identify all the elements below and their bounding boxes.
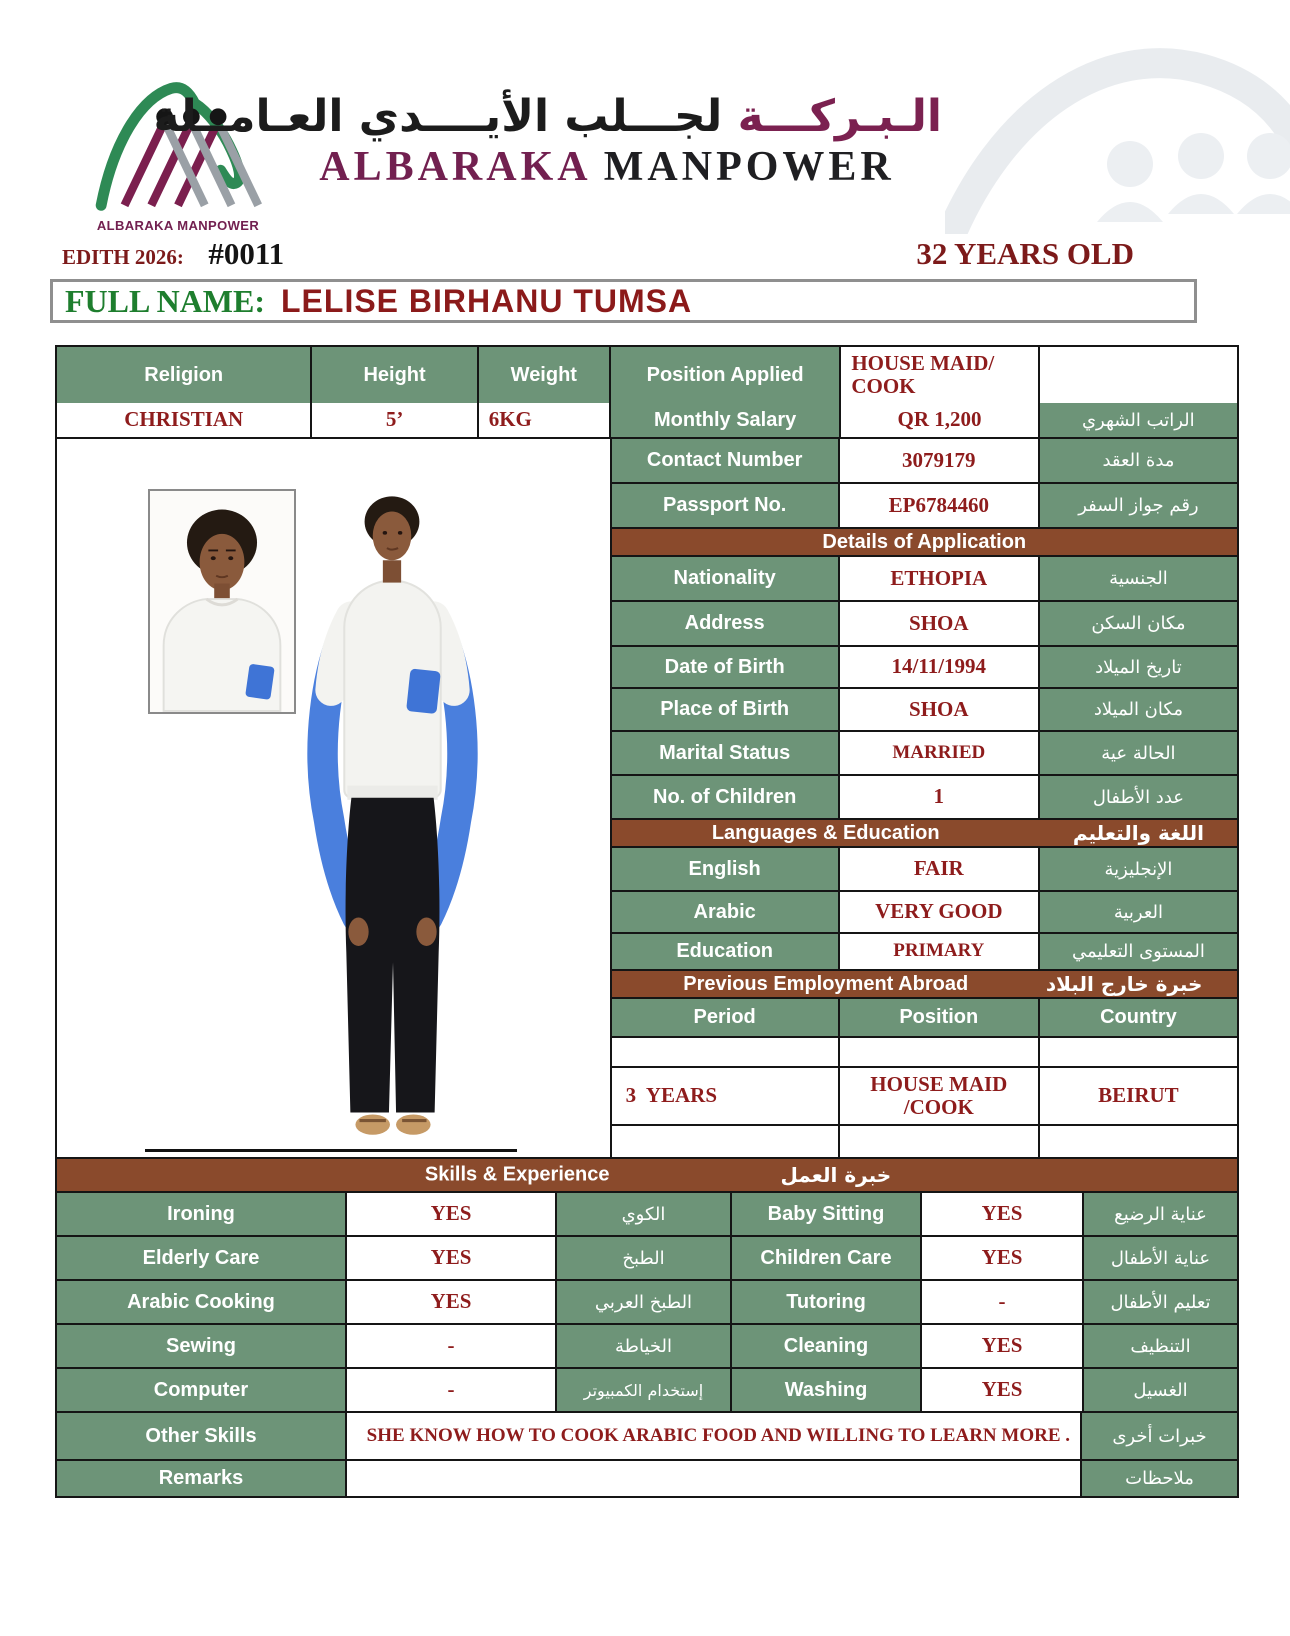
edition-group (62, 236, 284, 272)
period-empty (612, 1126, 840, 1157)
baby-sitting-value: YES (922, 1193, 1084, 1235)
portrait-photo (148, 489, 296, 714)
table-row (612, 602, 1237, 647)
table-top-rows (57, 347, 1237, 439)
company-name-arabic-rest: لجـــلب الأيــــدي العـامــلة (153, 91, 723, 142)
height-value: 5’ (312, 403, 478, 437)
computer-arabic: إستخدام الكمبيوتر (557, 1369, 732, 1411)
languages-band-title: Languages & Education (711, 821, 940, 844)
brand-block (153, 91, 942, 191)
other-skills-label: Other Skills (57, 1413, 347, 1459)
monthly-salary-label: Monthly Salary (611, 403, 841, 437)
reference-number: #0011 (208, 236, 285, 271)
english-value: FAIR (840, 848, 1040, 890)
company-name-accent: ALBARAKA (319, 143, 590, 190)
english-arabic: الإنجليزية (1040, 848, 1237, 890)
employment-empty-row (612, 1038, 1237, 1068)
computer-label: Computer (57, 1369, 347, 1411)
languages-education-band (612, 820, 1237, 848)
religion-value: CHRISTIAN (57, 403, 312, 437)
tutoring-arabic: تعليم الأطفال (1084, 1281, 1237, 1323)
position-empty (840, 1126, 1040, 1157)
marital-status-value: MARRIED (840, 732, 1040, 774)
company-name-english (272, 143, 942, 191)
contact-number-label: Contact Number (612, 439, 840, 482)
full-body-photo (285, 475, 500, 1150)
position-empty (840, 1038, 1040, 1066)
skills-row (57, 1193, 1237, 1237)
other-skills-value: SHE KNOW HOW TO COOK ARABIC FOOD AND WILLING TO LEARN MORE . (347, 1413, 1082, 1459)
sewing-value: - (347, 1325, 557, 1367)
skills-row (57, 1237, 1237, 1281)
position-value: HOUSE MAID /COOK (840, 1068, 1040, 1124)
passport-arabic: رقم جواز السفر (1040, 484, 1237, 527)
nationality-label: Nationality (612, 557, 840, 600)
remarks-row (57, 1461, 1237, 1496)
country-empty (1040, 1126, 1237, 1157)
table-row (612, 848, 1237, 892)
period-value: 3 YEARS (612, 1068, 840, 1124)
employment-data-row (612, 1068, 1237, 1126)
table-row (612, 689, 1237, 732)
monthly-salary-value: QR 1,200 (841, 403, 1039, 437)
arabic-cooking-value: YES (347, 1281, 557, 1323)
date-of-birth-label: Date of Birth (612, 647, 840, 687)
nationality-arabic: الجنسية (1040, 557, 1237, 600)
address-arabic: مكان السكن (1040, 602, 1237, 645)
passport-label: Passport No. (612, 484, 840, 527)
children-value: 1 (840, 776, 1040, 818)
ironing-arabic: الكوي (557, 1193, 732, 1235)
remarks-value (347, 1461, 1082, 1496)
empty-header-cell (1040, 347, 1237, 403)
washing-label: Washing (732, 1369, 922, 1411)
details-band-title: Details of Application (822, 530, 1027, 553)
tutoring-value: - (922, 1281, 1084, 1323)
watermark-logo (945, 14, 1290, 234)
remarks-label: Remarks (57, 1461, 347, 1496)
skills-row (57, 1281, 1237, 1325)
ironing-value: YES (347, 1193, 557, 1235)
meta-row (62, 236, 1134, 272)
table-middle-section (57, 439, 1237, 1159)
children-care-arabic: عناية الأطفال (1084, 1237, 1237, 1279)
period-empty (612, 1038, 840, 1066)
country-header: Country (1040, 999, 1237, 1036)
country-empty (1040, 1038, 1237, 1066)
cleaning-label: Cleaning (732, 1325, 922, 1367)
employment-empty-row (612, 1126, 1237, 1157)
address-value: SHOA (840, 602, 1040, 645)
skills-row (57, 1325, 1237, 1369)
arabic-cooking-label: Arabic Cooking (57, 1281, 347, 1323)
place-of-birth-value: SHOA (840, 689, 1040, 730)
position-applied-value: HOUSE MAID/ COOK (841, 347, 1039, 403)
monthly-salary-arabic: الراتب الشهري (1040, 403, 1237, 437)
skills-experience-band (57, 1159, 1237, 1193)
languages-band-arabic: اللغة والتعليم (1072, 821, 1204, 845)
elderly-care-label: Elderly Care (57, 1237, 347, 1279)
religion-header: Religion (57, 347, 312, 403)
weight-header: Weight (479, 347, 611, 403)
other-skills-arabic: خبرات أخرى (1082, 1413, 1237, 1459)
bio-data-table (55, 345, 1239, 1498)
place-of-birth-arabic: مكان الميلاد (1040, 689, 1237, 730)
ironing-label: Ironing (57, 1193, 347, 1235)
period-header: Period (612, 999, 840, 1036)
photo-underline (145, 1149, 517, 1152)
sewing-arabic: الخياطة (557, 1325, 732, 1367)
skills-band-title: Skills & Experience (424, 1163, 610, 1186)
table-row (612, 934, 1237, 971)
computer-value: - (347, 1369, 557, 1411)
full-name-label: FULL NAME: (65, 282, 265, 319)
details-of-application-band (612, 529, 1237, 557)
sewing-label: Sewing (57, 1325, 347, 1367)
position-applied-header: Position Applied (611, 347, 841, 403)
country-value: BEIRUT (1098, 1083, 1179, 1108)
address-label: Address (612, 602, 840, 645)
employment-header-row (612, 999, 1237, 1038)
cleaning-arabic: التنظيف (1084, 1325, 1237, 1367)
remarks-arabic: ملاحظات (1082, 1461, 1237, 1496)
previous-employment-band (612, 971, 1237, 999)
skills-band-arabic: خبرة العمل (780, 1163, 892, 1187)
table-row (612, 484, 1237, 529)
arabic-value: VERY GOOD (840, 892, 1040, 932)
education-label: Education (612, 934, 840, 969)
table-row (612, 732, 1237, 776)
company-name-rest: MANPOWER (603, 143, 895, 190)
table-row (612, 776, 1237, 820)
skills-row (57, 1369, 1237, 1413)
table-row (612, 557, 1237, 602)
passport-value: EP6784460 (840, 484, 1040, 527)
height-header: Height (312, 347, 478, 403)
nationality-value: ETHOPIA (840, 557, 1040, 600)
children-care-label: Children Care (732, 1237, 922, 1279)
table-row (612, 439, 1237, 484)
children-arabic: عدد الأطفال (1040, 776, 1237, 818)
other-skills-row (57, 1413, 1237, 1461)
children-label: No. of Children (612, 776, 840, 818)
place-of-birth-label: Place of Birth (612, 689, 840, 730)
contact-number-arabic: مدة العقد (1040, 439, 1237, 482)
photo-cell (57, 439, 612, 1157)
age-text: 32 YEARS OLD (916, 236, 1134, 271)
table-row (612, 892, 1237, 934)
position-header: Position (840, 999, 1040, 1036)
date-of-birth-value: 14/11/1994 (840, 647, 1040, 687)
marital-status-label: Marital Status (612, 732, 840, 774)
elderly-care-value: YES (347, 1237, 557, 1279)
children-care-value: YES (922, 1237, 1084, 1279)
table-row (612, 647, 1237, 689)
arabic-arabic: العربية (1040, 892, 1237, 932)
elderly-care-arabic: الطبخ (557, 1237, 732, 1279)
logo-caption: ALBARAKA MANPOWER (96, 218, 260, 233)
employment-band-arabic: خبرة خارج البلاد (1045, 972, 1203, 996)
arabic-cooking-arabic: الطبخ العربي (557, 1281, 732, 1323)
baby-sitting-arabic: عناية الرضيع (1084, 1193, 1237, 1235)
baby-sitting-label: Baby Sitting (732, 1193, 922, 1235)
washing-value: YES (922, 1369, 1084, 1411)
edition-label: EDITH 2026: (62, 245, 184, 269)
weight-value: 6KG (479, 403, 611, 437)
arabic-label: Arabic (612, 892, 840, 932)
english-label: English (612, 848, 840, 890)
cleaning-value: YES (922, 1325, 1084, 1367)
washing-arabic: الغسيل (1084, 1369, 1237, 1411)
full-name-box (50, 279, 1197, 323)
company-name-arabic-accent: الـبـركـــة (737, 91, 942, 142)
date-of-birth-arabic: تاريخ الميلاد (1040, 647, 1237, 687)
education-value: PRIMARY (840, 934, 1040, 969)
full-name-value: LELISE BIRHANU TUMSA (281, 282, 693, 319)
education-arabic: المستوى التعليمي (1040, 934, 1237, 969)
marital-status-arabic: الحالة عية (1040, 732, 1237, 774)
tutoring-label: Tutoring (732, 1281, 922, 1323)
contact-number-value: 3079179 (840, 439, 1040, 482)
company-name-arabic (153, 91, 942, 143)
details-column (612, 439, 1237, 1157)
employment-band-title: Previous Employment Abroad (683, 972, 969, 995)
